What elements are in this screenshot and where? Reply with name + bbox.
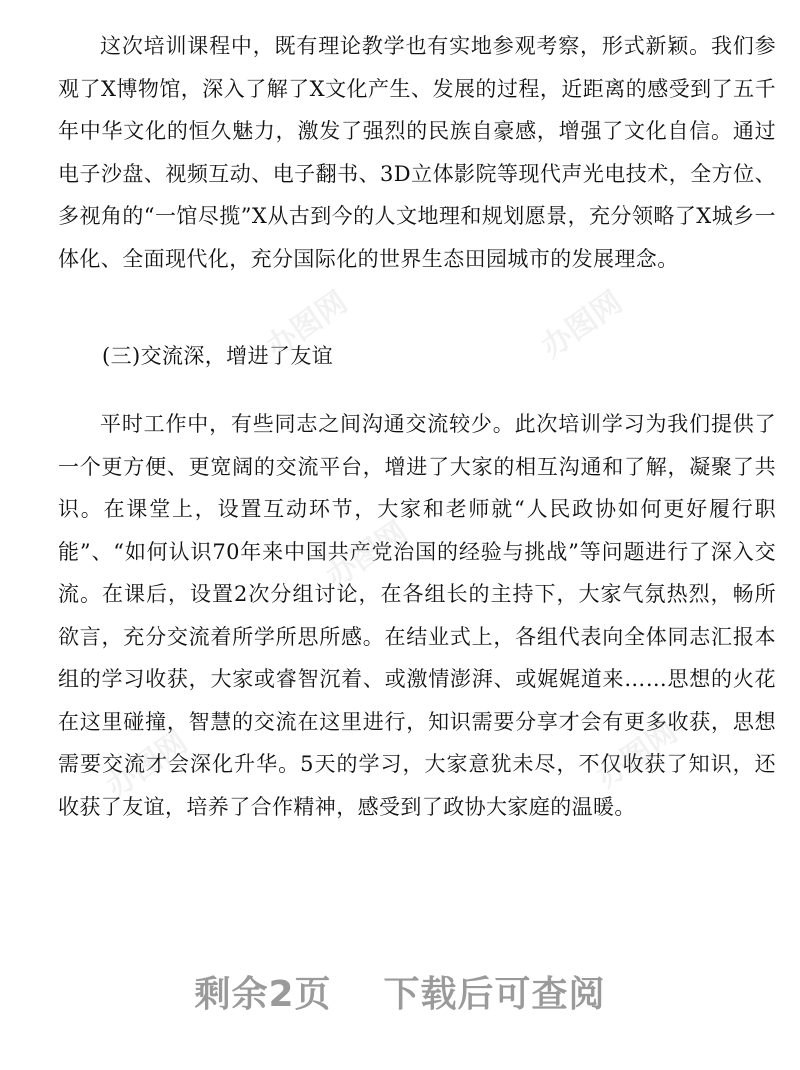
watermark-logo: 办图网 bbox=[320, 514, 414, 596]
watermark-logo: 办图网 bbox=[590, 714, 684, 796]
watermark-logo: 办图网 bbox=[535, 284, 629, 366]
download-prompt-label[interactable]: 下载后可查阅 bbox=[383, 974, 606, 1015]
download-banner[interactable] bbox=[0, 966, 800, 1017]
body-paragraph: 这次培训课程中，既有理论教学也有实地参观考察，形式新颖。我们参观了X博物馆，深入了解了X文化产生、发展的过程，近距离的感受到了五千年中华文化的恒久魅力，激发了强烈的民族自豪感，增强了文化自信。通过电子沙盘、视频互动、电子翻书、3D立体影院等现代声光电技术，全方位、多视角的“一馆尽揽”X从古到今的人文地理和规划愿景，充分领略了X城乡一体化、全面现代化，充分国际化的世界生态田园城市的发展理念。 bbox=[58, 34, 776, 271]
remaining-pages-label[interactable]: 剩余2页 bbox=[194, 974, 332, 1015]
watermark-logo: 办图网 bbox=[260, 284, 354, 366]
watermark-logo: 办图网 bbox=[100, 724, 194, 806]
section-heading: (三)交流深，增进了友谊 bbox=[102, 344, 334, 368]
body-paragraph: 平时工作中，有些同志之间沟通交流较少。此次培训学习为我们提供了一个更方便、更宽阔的交流平台，增进了大家的相互沟通和了解，凝聚了共识。在课堂上，设置互动环节，大家和老师就“人民政协如何更好履行职能”、“如何认识70年来中国共产党治国的经验与挑战”等问题进行了深入交流。在课后，设置2次分组讨论，在各组长的主持下，大家气氛热烈，畅所欲言，充分交流着所学所思所感。在结业式上，各组代表向全体同志汇报本组的学习收获，大家或睿智沉着、或激情澎湃、或娓娓道来……思想的火花在这里碰撞，智慧的交流在这里进行，知识需要分享才会有更多收获，思想需要交流才会深化升华。5天的学习，大家意犹未尽，不仅收获了知识，还收获了友谊，培养了合作精神，感受到了政协大家庭的温暖。 bbox=[58, 412, 776, 819]
